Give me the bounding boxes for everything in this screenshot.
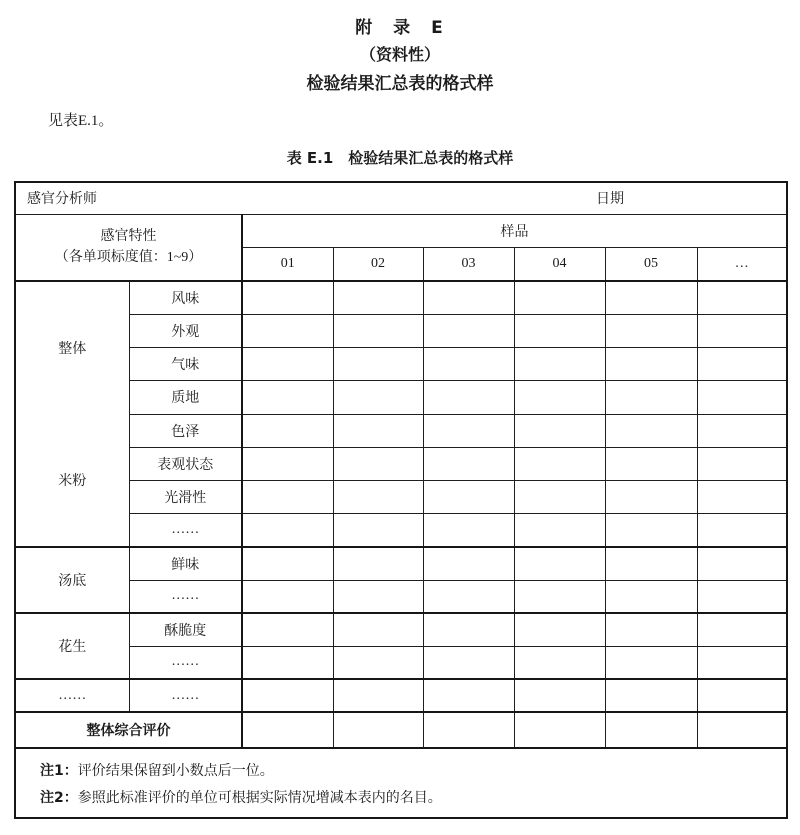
score-cell — [605, 646, 697, 679]
characteristic-cell: …… — [129, 679, 242, 712]
sample-col-more: … — [697, 247, 787, 281]
score-cell — [423, 348, 514, 381]
sample-col-02: 02 — [333, 247, 423, 281]
score-cell — [333, 580, 423, 613]
score-cell — [423, 414, 514, 447]
group-label-ricenoodle: 米粉 — [58, 474, 87, 489]
score-cell — [242, 514, 333, 547]
score-cell — [333, 414, 423, 447]
score-cell — [697, 646, 787, 679]
table-row — [15, 613, 787, 646]
score-cell — [605, 712, 697, 748]
score-cell — [333, 348, 423, 381]
score-cell — [242, 281, 333, 314]
table-row — [15, 281, 787, 314]
characteristic-cell: 气味 — [129, 348, 242, 381]
score-cell — [697, 314, 787, 347]
note-1 — [40, 758, 776, 785]
characteristic-cell: 酥脆度 — [129, 613, 242, 646]
score-cell — [605, 281, 697, 314]
score-cell — [333, 381, 423, 414]
score-cell — [605, 580, 697, 613]
score-cell — [697, 580, 787, 613]
notes-cell — [15, 748, 787, 818]
score-cell — [514, 679, 605, 712]
group-cell-overall-ricenoodle — [15, 281, 129, 547]
score-cell — [605, 481, 697, 514]
score-cell — [697, 613, 787, 646]
table-row — [15, 580, 787, 613]
characteristic-cell: 表观状态 — [129, 447, 242, 480]
score-cell — [423, 712, 514, 748]
score-cell — [514, 414, 605, 447]
score-cell — [514, 281, 605, 314]
score-cell — [333, 679, 423, 712]
analyst-date-row — [15, 182, 787, 214]
characteristic-cell: 外观 — [129, 314, 242, 347]
score-cell — [423, 481, 514, 514]
table-caption: 表 E.1 检验结果汇总表的格式样 — [286, 149, 514, 167]
table-row — [15, 381, 787, 414]
characteristic-cell: …… — [129, 514, 242, 547]
score-cell — [514, 381, 605, 414]
score-cell — [333, 712, 423, 748]
table-row — [15, 547, 787, 580]
appendix-subject-title: 检验结果汇总表的格式样 — [306, 74, 494, 94]
score-cell — [423, 580, 514, 613]
score-cell — [514, 580, 605, 613]
score-cell — [697, 414, 787, 447]
score-cell — [605, 613, 697, 646]
score-cell — [242, 381, 333, 414]
score-cell — [605, 679, 697, 712]
note-2-text: 参照此标准评价的单位可根据实际情况增减本表内的名目。 — [77, 791, 442, 806]
score-cell — [605, 547, 697, 580]
score-cell — [423, 613, 514, 646]
analyst-date-cell — [15, 182, 787, 214]
sample-col-04: 04 — [514, 247, 605, 281]
group-label-overall: 整体 — [58, 342, 87, 357]
group-cell-soupbase: 汤底 — [15, 547, 129, 613]
characteristic-cell: 光滑性 — [129, 481, 242, 514]
note-2 — [40, 785, 776, 812]
score-cell — [605, 514, 697, 547]
score-cell — [423, 547, 514, 580]
score-cell — [514, 712, 605, 748]
score-cell — [514, 481, 605, 514]
sample-col-05: 05 — [605, 247, 697, 281]
characteristic-cell: …… — [129, 580, 242, 613]
summary-table — [14, 181, 788, 819]
header-row-top — [15, 214, 787, 247]
score-cell — [514, 547, 605, 580]
overall-evaluation-label: 整体综合评价 — [15, 712, 242, 748]
score-cell — [242, 547, 333, 580]
table-row — [15, 679, 787, 712]
score-cell — [423, 314, 514, 347]
group-cell-peanut: 花生 — [15, 613, 129, 679]
score-cell — [697, 712, 787, 748]
characteristic-cell: 风味 — [129, 281, 242, 314]
score-cell — [697, 679, 787, 712]
score-cell — [697, 547, 787, 580]
score-cell — [242, 580, 333, 613]
score-cell — [697, 447, 787, 480]
score-cell — [242, 481, 333, 514]
appendix-title: 附 录 E — [355, 18, 445, 38]
sample-header-cell: 样品 — [242, 214, 787, 247]
notes-row — [15, 748, 787, 818]
score-cell — [423, 381, 514, 414]
score-cell — [242, 348, 333, 381]
table-row — [15, 447, 787, 480]
note-2-label: 注2： — [40, 790, 78, 806]
group-cell-ellipsis: …… — [15, 679, 129, 712]
table-row — [15, 414, 787, 447]
sample-col-03: 03 — [423, 247, 514, 281]
score-cell — [605, 447, 697, 480]
score-cell — [423, 281, 514, 314]
characteristic-cell: 质地 — [129, 381, 242, 414]
score-cell — [605, 381, 697, 414]
score-cell — [333, 314, 423, 347]
score-cell — [242, 712, 333, 748]
score-cell — [697, 281, 787, 314]
score-cell — [514, 447, 605, 480]
score-cell — [242, 646, 333, 679]
score-cell — [697, 514, 787, 547]
characteristic-cell: 鲜味 — [129, 547, 242, 580]
table-row — [15, 646, 787, 679]
analyst-label: 感官分析师 — [27, 192, 97, 208]
characteristic-header-cell — [15, 214, 242, 281]
score-cell — [423, 514, 514, 547]
note-1-label: 注1： — [40, 763, 78, 779]
intro-text: 见表E.1。 — [48, 113, 114, 129]
score-cell — [333, 646, 423, 679]
score-cell — [242, 414, 333, 447]
date-label: 日期 — [596, 192, 624, 208]
characteristic-cell: …… — [129, 646, 242, 679]
overall-evaluation-row — [15, 712, 787, 748]
score-cell — [514, 646, 605, 679]
characteristic-subheader: （各单项标度值：1~9） — [54, 250, 203, 266]
score-cell — [333, 547, 423, 580]
score-cell — [242, 314, 333, 347]
table-row — [15, 514, 787, 547]
score-cell — [514, 314, 605, 347]
score-cell — [514, 613, 605, 646]
score-cell — [333, 613, 423, 646]
score-cell — [423, 679, 514, 712]
table-row — [15, 348, 787, 381]
score-cell — [242, 613, 333, 646]
score-cell — [697, 481, 787, 514]
characteristic-cell: 色泽 — [129, 414, 242, 447]
score-cell — [514, 348, 605, 381]
appendix-informative-label: （资料性） — [359, 45, 440, 64]
score-cell — [605, 414, 697, 447]
table-row — [15, 481, 787, 514]
score-cell — [697, 348, 787, 381]
score-cell — [423, 447, 514, 480]
score-cell — [242, 447, 333, 480]
note-1-text: 评价结果保留到小数点后一位。 — [77, 764, 274, 779]
score-cell — [333, 447, 423, 480]
score-cell — [333, 281, 423, 314]
score-cell — [514, 514, 605, 547]
score-cell — [333, 514, 423, 547]
score-cell — [605, 314, 697, 347]
score-cell — [333, 481, 423, 514]
score-cell — [423, 646, 514, 679]
score-cell — [605, 348, 697, 381]
characteristic-header: 感官特性 — [100, 228, 157, 244]
table-row — [15, 314, 787, 347]
score-cell — [242, 679, 333, 712]
score-cell — [697, 381, 787, 414]
sample-col-01: 01 — [242, 247, 333, 281]
